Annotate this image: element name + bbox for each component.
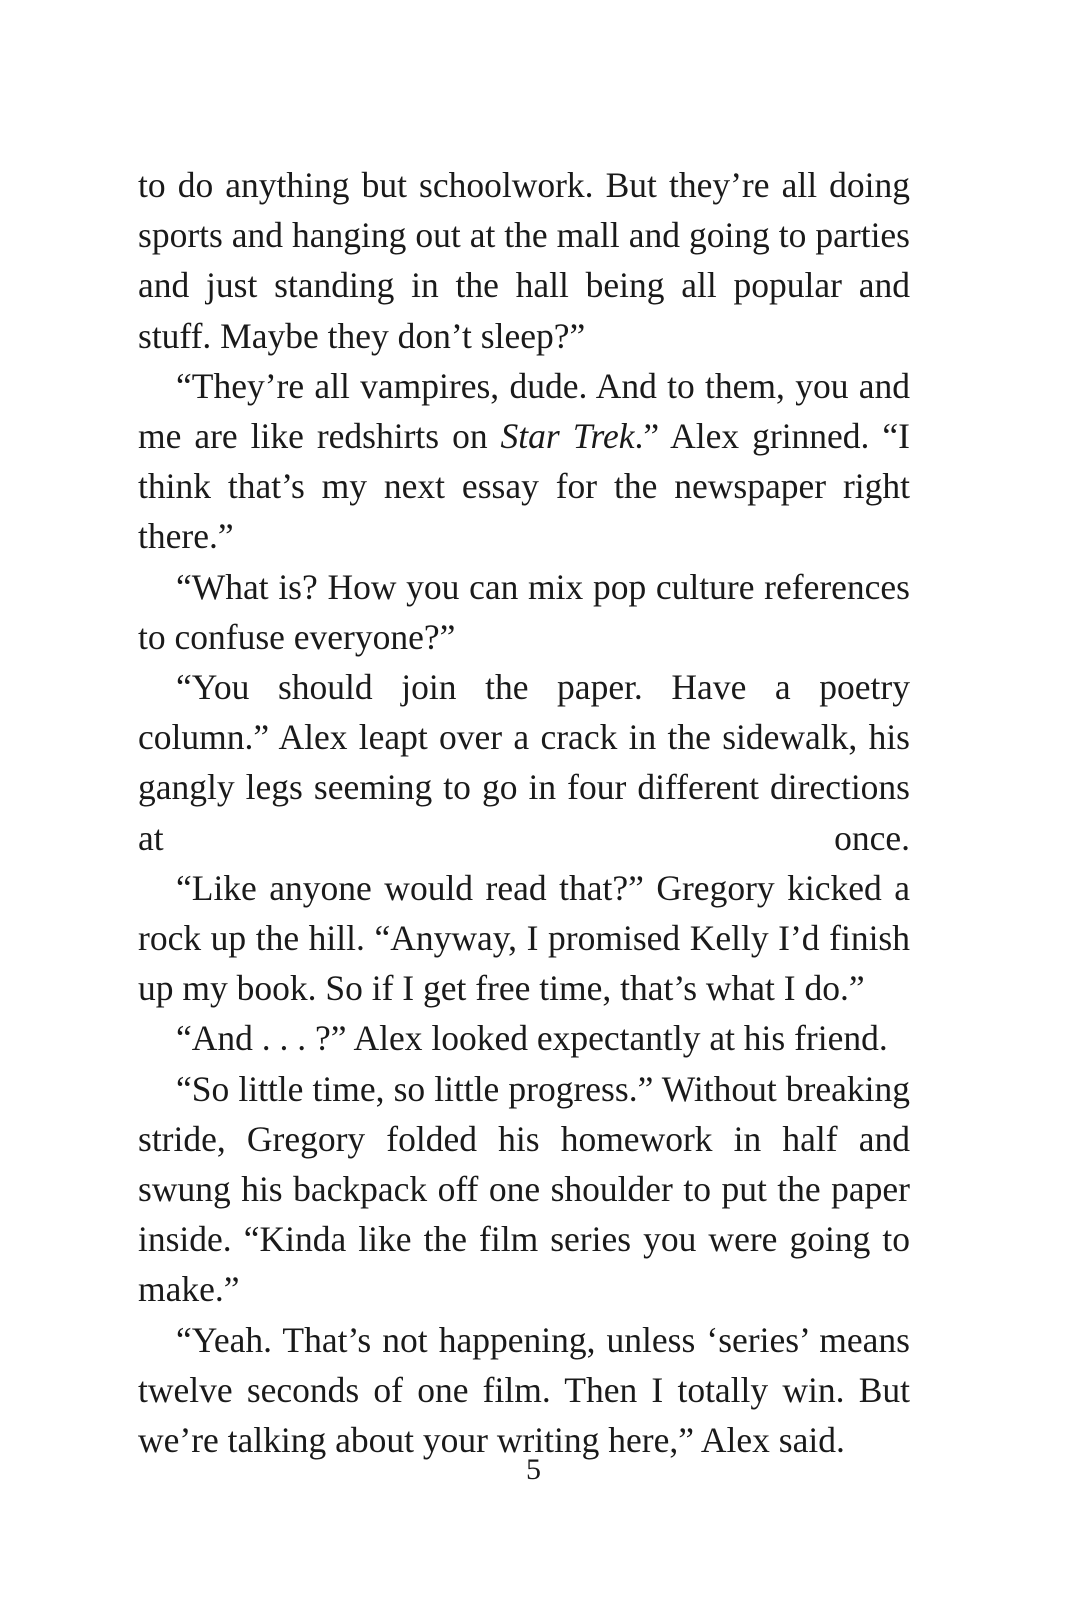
book-title-emphasis: Star Trek [500,416,635,457]
paragraph-1 [138,160,910,361]
paragraph-3-text: “What is? How you can mix pop culture references to confuse everyone?” [138,566,910,657]
body-text [138,160,910,1465]
paragraph-6-text: “And . . . ?” Alex looked expectantly at his friend. [176,1018,888,1059]
paragraph-4 [138,662,910,863]
paragraph-5 [138,863,910,1014]
paragraph-6 [138,1013,910,1063]
paragraph-8-text: “Yeah. That’s not happening, unless ‘series’ means twelve seconds of one film. Then I totally win. But we’re talking about your writing here,” Alex said. [138,1319,910,1461]
paragraph-5-text: “Like anyone would read that?” Gregory kicked a rock up the hill. “Anyway, I promised Kelly I’d finish up my book. So if I get free time, that’s what I do.” [138,867,910,1009]
paragraph-3 [138,562,910,662]
paragraph-7-text: “So little time, so little progress.” Without breaking stride, Gregory folded his homework in half and swung his backpack off one shoulder to put the paper inside. “Kinda like the film series you were going to make.” [138,1068,910,1310]
paragraph-4-text: “You should join the paper. Have a poetry column.” Alex leapt over a crack in the sidewalk, his gangly legs seeming to go in four different directions at once. [138,667,910,858]
paragraph-8 [138,1315,910,1466]
paragraph-2 [138,361,910,562]
page-number: 5 [526,1453,541,1486]
paragraph-7 [138,1064,910,1315]
paragraph-2-text-b: .” Alex grinned. “I think that’s my next essay for the newspaper right there.” [138,416,910,557]
paragraph-2-text-a: “They’re all vampires, dude. And to them, you and me are like redshirts on [138,365,910,457]
paragraph-1-text: to do anything but schoolwork. But they’re all doing sports and hanging out at the mall and going to parties and just standing in the hall being all popular and stuff. Maybe they don’t sleep?” [138,165,910,356]
